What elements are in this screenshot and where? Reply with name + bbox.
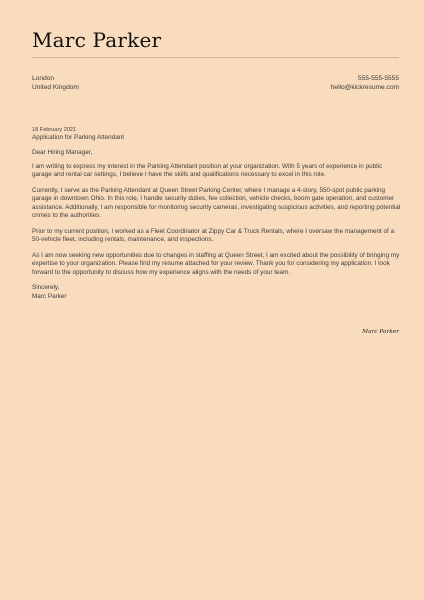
header-divider [32, 57, 399, 58]
letter-date: 18 February 2021 [32, 127, 77, 133]
applicant-name: Marc Parker [32, 28, 162, 52]
closing: Sincerely, [32, 284, 60, 291]
letter-body [32, 126, 402, 301]
city: London [32, 75, 55, 82]
closing-name: Marc Parker [32, 292, 67, 300]
letter-subject: Application for Parking Attendant [32, 134, 125, 141]
paragraph: I am writing to express my interest in the Parking Attendant position at your organization. With 5 years of experience in public garage and rental car settings, I believe I have the skills and qualifications necessary to excel in this role. [32, 162, 383, 178]
paragraph: As I am now seeking new opportunities due to changes in staffing at Queen Street, I am excited about the possibility of bringing my expertise to your organization. Please find my resume attached for your review. Thank you for considering my application. I look forward to the opportunity to discuss how my experience aligns with the needs of your team. [32, 251, 400, 276]
phone: 555-555-5555 [357, 75, 399, 82]
contact-block [331, 74, 399, 93]
paragraph: Currently, I serve as the Parking Attendant at Queen Street Parking Center, where I manage a 4-story, 550-spot public parking garage in downtown Ohio. In this role, I handle security duties, fee collection, vehicle checks, boom gate operation, and customer assistance. Additionally, I am responsible for monitoring security cameras, investigating suspicious activities, and reporting potential crimes to the authorities. [32, 186, 401, 219]
salutation: Dear Hiring Manager, [32, 148, 93, 156]
paragraph: Prior to my current position, I worked as a Fleet Coordinator at Zippy Car & Truck Rentals, where I oversaw the management of a 50-vehicle fleet, including rentals, maintenance, and inspections. [32, 227, 395, 243]
address-block [32, 74, 79, 93]
country: United Kingdom [32, 84, 79, 92]
email: hello@kickresume.com [330, 84, 399, 92]
signature: Marc Parker [362, 329, 399, 335]
